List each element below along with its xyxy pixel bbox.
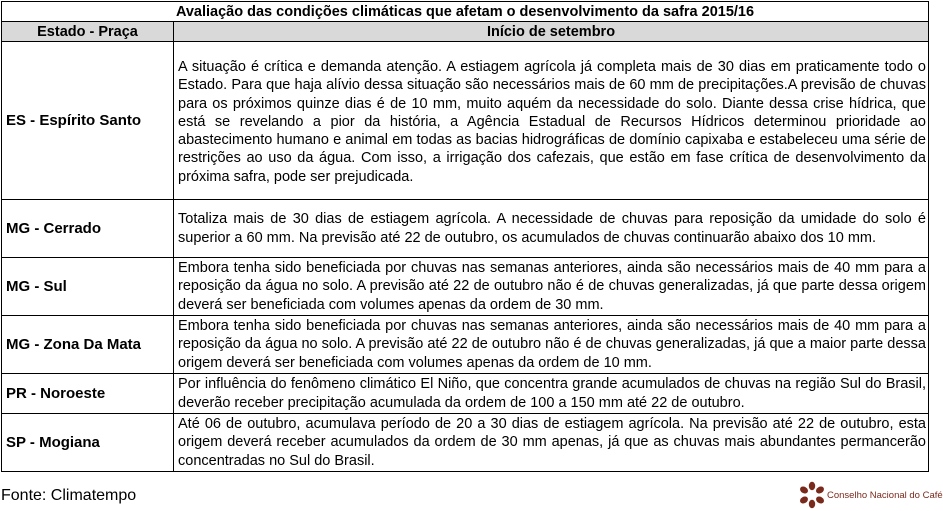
table-row: [2, 414, 929, 472]
source-note: Fonte: Climatempo: [1, 487, 137, 504]
row-state: ES - Espírito Santo: [2, 42, 174, 200]
row-state: MG - Cerrado: [2, 200, 174, 258]
row-state: MG - Sul: [2, 258, 174, 316]
column-header-state: Estado - Praça: [2, 22, 174, 42]
climate-conditions-table: [1, 1, 929, 472]
row-text: Embora tenha sido beneficiada por chuvas nas semanas anteriores, ainda são necessários mais de 40 mm para a reposição da água no solo. A previsão até 22 de outubro não é de chuvas generalizadas, já que parte dessa origem deverá ser beneficiada com volumes apenas da ordem de 30 mm.: [174, 258, 929, 316]
table-title: Avaliação das condições climáticas que afetam o desenvolvimento da safra 2015/16: [2, 2, 929, 22]
row-text: A situação é crítica e demanda atenção. A estiagem agrícola já completa mais de 30 dias em praticamente todo o Estado. Para que haja alívio dessa situação são necessários mais de 60 mm de precipitações.A previsão de chuvas para os próximos quinze dias é de 10 mm, muito aquém da necessidade do solo. Diante dessa crise hídrica, que está se revelando a pior da história, a Agência Estadual de Recursos Hídricos determinou prioridade ao abastecimento humano e animal em todas as bacias hidrográficas de domínio capixaba e estabeleceu uma série de restrições ao uso da água. Com isso, a irrigação dos cafezais, que estão em fase crítica de desenvolvimento da próxima safra, pode ser prejudicada.: [174, 42, 929, 200]
row-state: MG - Zona Da Mata: [2, 316, 174, 374]
row-state: SP - Mogiana: [2, 414, 174, 472]
row-state: PR - Noroeste: [2, 374, 174, 414]
row-text: Embora tenha sido beneficiada por chuvas nas semanas anteriores, ainda são necessários mais de 40 mm para a reposição da água no solo. A previsão até 22 de outubro não é de chuvas generalizadas, já que a maior parte dessa origem deverá ser beneficiada com volumes apenas da ordem de 10 mm.: [174, 316, 929, 374]
table-row: [2, 258, 929, 316]
table-row: [2, 316, 929, 374]
table-row: [2, 374, 929, 414]
row-text: Por influência do fenômeno climático El Niño, que concentra grande acumulados de chuvas na região Sul do Brasil, deverão receber precipitação acumulada da ordem de 100 a 150 mm até 22 de outubro.: [174, 374, 929, 414]
table-row: [2, 42, 929, 200]
row-text: Totaliza mais de 30 dias de estiagem agrícola. A necessidade de chuvas para reposição da umidade do solo é superior a 60 mm. Na previsão até 22 de outubro, os acumulados de chuvas continuarão abaixo dos 10 mm.: [174, 200, 929, 258]
logo-text: Conselho Nacional do Café: [827, 490, 943, 501]
table-row: [2, 200, 929, 258]
coffee-bean-logo-icon: [798, 481, 826, 509]
row-text: Até 06 de outubro, acumulava período de 20 a 30 dias de estiagem agrícola. Na previsão até 22 de outubro, esta origem deverá receber acumulados da ordem de 30 mm apenas, já que as chuvas mais abundantes permancerão concentradas no Sul do Brasil.: [174, 414, 929, 472]
column-header-period: Início de setembro: [174, 22, 929, 42]
cnc-logo: [798, 481, 943, 509]
